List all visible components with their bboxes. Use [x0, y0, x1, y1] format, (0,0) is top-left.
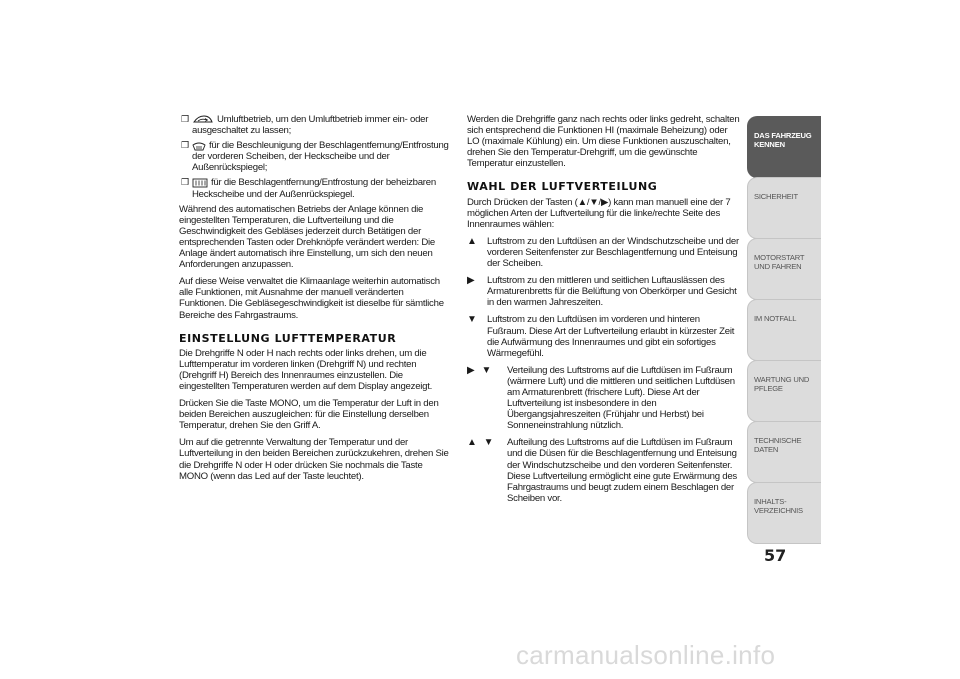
distribution-item-text: Luftstrom zu den mittleren und seitlichen Luftauslässen des Armaturenbretts für die Belüftung von Oberkörper und Gesicht in den warmen Jahreszeiten.: [487, 275, 737, 309]
right-column: [467, 114, 741, 510]
paragraph: Um auf die getrennte Verwaltung der Temperatur und der Luftverteilung in den beiden Bereichen zurückzukehren, drehen Sie die Drehgriffe N oder H oder drücken Sie nochmals die Taste MONO (wenn das Led auf der Taste leuchtet).: [179, 437, 449, 482]
distribution-item-text: Aufteilung des Luftstroms auf die Luftdüsen im Fußraum und die Düsen für die Beschlagentfernung und Enteisung der Windschutzscheibe und den vorderen Seitenfenster. Diese Luftverteilung ermöglicht eine gute Erwärmung des Fahrgastraums und beugt zudem einem Beschlagen der Scheiben vor.: [507, 437, 737, 504]
paragraph: Während des automatischen Betriebs der Anlage können die eingestellten Temperaturen, die Luftverteilung und die Geschwindigkeit des Gebläses jederzeit durch Betätigen der entsprechenden Tasten oder Drehknöpfe verändert werden: Die Anlage ändert automatisch ihre Einstellung, um sich den neuen Anforderungen anzupassen.: [179, 203, 436, 271]
bullet-text: für die Beschlagentfernung/Entfrostung der beheizbaren Heckscheibe und der Außenrückspiegel.: [192, 177, 436, 200]
tab-label: DAS FAHRZEUG KENNEN: [754, 131, 812, 149]
intro-text: ) kann man manuell eine der 7 möglichen Arten der Luftverteilung für die linke/rechte Seite des Innenraumes wählen:: [467, 196, 731, 230]
rear-window-heater-icon: [192, 178, 208, 188]
tab-im-notfall[interactable]: [747, 299, 821, 361]
watermark: carmanualsonline.info: [516, 640, 776, 670]
distribution-item: [467, 365, 741, 432]
left-column: [179, 114, 451, 488]
distribution-item-text: Luftstrom zu den Luftdüsen an der Windschutzscheibe und der vorderen Seitenfenster zur Beschlagentfernung und Enteisung der Scheiben.: [487, 235, 739, 270]
recirculation-icon: [192, 115, 214, 124]
windscreen-defrost-icon: [192, 141, 206, 151]
paragraph: Werden die Drehgriffe ganz nach rechts oder links gedreht, schalten sich entsprechend die Funktionen HI (maximale Beheizung) oder LO (maximale Kühlung) ein. Um diese Funktionen auszuschalten, drehen Sie den Temperatur-Drehgriff, um die gewünschte Temperatur einzustellen.: [467, 114, 740, 170]
checkbox-bullet-icon: ❒: [181, 114, 189, 124]
arrow-symbols: ▲/▼/▶: [577, 196, 609, 208]
bullet-recirculation: [179, 114, 451, 136]
tab-wartung-und-pflege[interactable]: [747, 360, 821, 422]
distribution-item: [467, 236, 741, 269]
tab-label: SICHERHEIT: [754, 192, 798, 201]
distribution-intro: [467, 197, 741, 230]
distribution-item: [467, 437, 741, 504]
distribution-item-text: Luftstrom zu den Luftdüsen im vorderen und hinteren Fußraum. Diese Art der Luftverteilung erlaubt in kürzester Zeit die Aufwärmung des Innenraumes und gibt ein sofortiges Wärmegefühl.: [487, 314, 735, 359]
tab-label: INHALTS- VERZEICHNIS: [754, 497, 803, 515]
checkbox-bullet-icon: ❒: [181, 140, 189, 151]
bullet-text: Umluftbetrieb, um den Umluftbetrieb immer ein- oder ausgeschaltet zu lassen;: [192, 114, 429, 137]
arrow-right-down-icon: ▶ ▼: [467, 364, 494, 376]
bullet-rear-window-heater: [179, 177, 451, 199]
tab-sicherheit[interactable]: [747, 177, 821, 239]
distribution-item: [467, 275, 741, 308]
section-heading-temperature: EINSTELLUNG LUFTTEMPERATUR: [179, 331, 397, 345]
bullet-text: für die Beschleunigung der Beschlagentfernung/Entfrostung der vorderen Scheiben, der Heckscheibe und der Außenrückspiegel;: [192, 140, 449, 174]
distribution-item-text: Verteilung des Luftstroms auf die Luftdüsen im Fußraum (wärmere Luft) und die mittleren und seitlichen Luftdüsen am Armaturenbrett (frischere Luft). Diese Art der Luftverteilung ist insbesondere in den Übergangsjahreszeiten (Frühjahr und Herbst) bei Sonneneinstrahlung nützlich.: [507, 364, 735, 432]
arrow-up-down-icon: ▲ ▼: [467, 437, 496, 449]
paragraph: Auf diese Weise verwaltet die Klimaanlage weiterhin automatisch alle Funktionen, mit Ausnahme der manuell veränderten Funktionen. Die Gebläsegeschwindigkeit ist dieselbe für sämtliche Bereiche des Fahrgastraums.: [179, 276, 444, 321]
arrow-up-icon: ▲: [467, 235, 479, 247]
tab-label: TECHNISCHE DATEN: [754, 436, 802, 454]
tab-technische-daten[interactable]: [747, 421, 821, 483]
section-heading-air-distribution: WAHL DER LUFTVERTEILUNG: [467, 180, 658, 194]
tab-motorstart-und-fahren[interactable]: [747, 238, 821, 300]
tab-label: WARTUNG UND PFLEGE: [754, 375, 810, 393]
paragraph: Die Drehgriffe N oder H nach rechts oder links drehen, um die Lufttemperatur im vorderen linken (Drehgriff N) und rechten (Drehgriff H) Bereich des Innenraumes einzustellen. Die eingestellten Temperaturen werden auf dem Display angezeigt.: [179, 347, 433, 392]
intro-text: Durch Drücken der Tasten (: [467, 196, 578, 208]
page-number: 57: [764, 546, 787, 565]
tab-label: MOTORSTART UND FAHREN: [754, 253, 805, 271]
tab-das-fahrzeug-kennen[interactable]: [747, 116, 821, 178]
checkbox-bullet-icon: ❒: [181, 177, 189, 188]
arrow-down-icon: ▼: [467, 314, 479, 326]
tab-inhaltsverzeichnis[interactable]: [747, 482, 821, 544]
arrow-right-icon: ▶: [467, 275, 477, 287]
paragraph: Drücken Sie die Taste MONO, um die Temperatur der Luft in den beiden Bereichen auszugleichen: für die Einstellung derselben Temperatur, drehen Sie den Griff A.: [179, 398, 439, 432]
tab-label: IM NOTFALL: [754, 314, 797, 323]
bullet-windscreen-defrost: [179, 140, 451, 173]
distribution-item: [467, 314, 741, 358]
chapter-tabs: [747, 116, 821, 544]
